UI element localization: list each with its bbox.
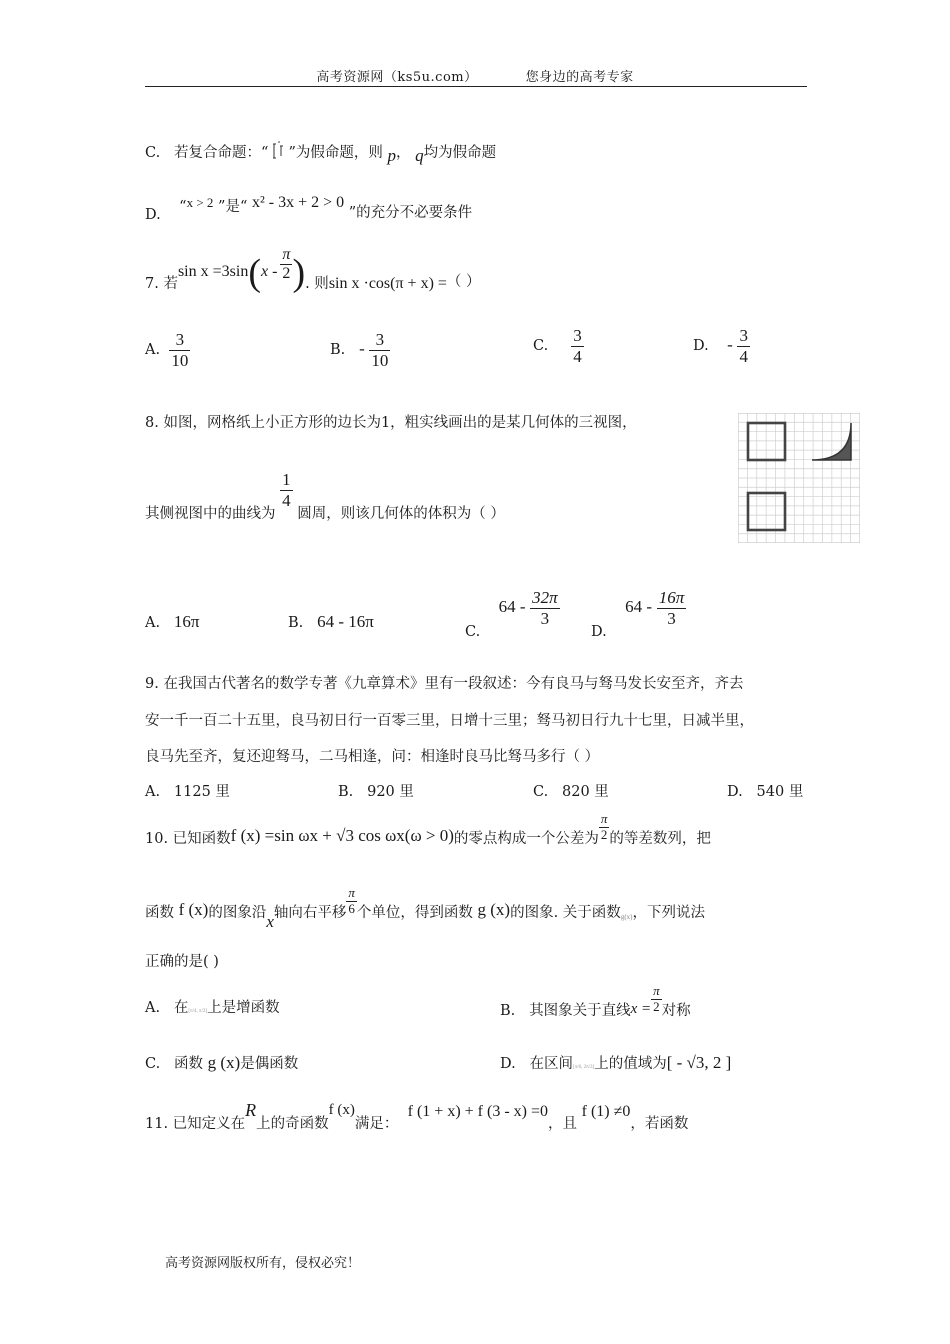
q10-text: ，下列说法 [632,905,705,922]
q10-line-1 [145,811,711,848]
g-of-x-small: g(x) [620,913,633,922]
paren-close: ) [292,252,306,295]
option-label: B. [288,615,304,631]
q9-line-1: 9. 在我国古代著名的数学专著《九章算术》里有一段叙述：今有良马与驽马发长安至齐，齐去 [145,676,744,692]
option-text: 上的值域为 [594,1056,667,1072]
frac-den: 3 [540,608,550,628]
frac-den: 10 [371,350,389,370]
q8-option-a [145,612,200,632]
q10-option-d [500,1052,731,1073]
option-text: 是偶函数 [240,1056,299,1072]
fraction [169,330,190,370]
interval-small: [π/6, 2π/3] [573,1065,595,1070]
option-value: 540 里 [756,784,804,800]
q6-option-c [145,140,497,165]
option-prefix: 64 - [498,597,526,617]
minus-sign: - [727,335,733,355]
option-label: C. [145,1056,161,1072]
q8-text-b: 圆周，则该几何体的体积为（ ） [297,506,505,523]
paren-open: ( [248,252,261,295]
q10-option-a [145,996,280,1017]
q8-text-a: 其侧视图中的曲线为 [145,506,276,523]
q6-c-text-1: 若复合命题：“ [174,145,269,161]
option-label: D. [693,338,709,355]
option-label: C. [465,624,481,641]
q6-d-is: ”是“ [218,199,248,215]
option-label: A. [145,1000,161,1016]
q9-option-d [727,780,803,801]
frac-num: π [600,811,608,826]
frac-num: 3 [369,330,390,351]
frac-num: π [348,885,355,900]
q6-c-text-2: ”为假命题，则 [288,145,383,161]
q10-line-3: 正确的是( ) [145,954,219,970]
x-equals: x = [630,1001,652,1018]
x-axis-var: x [266,912,274,932]
q7-number: 7. 若 [145,276,178,293]
q11-text: ，若函数 [630,1116,689,1132]
q10-text: 轴向右平移 [273,905,347,922]
q8-line-1: 8. 如图，网格纸上小正方形的边长为1，粗实线画出的是某几何体的三视图， [145,415,637,431]
option-value: 1125 里 [173,784,230,800]
pi-over-two [280,246,292,284]
var-R: R [245,1100,257,1120]
option-label: B. [500,1003,516,1020]
option-label: D. [727,784,743,800]
q11-text: 上的奇函数 [256,1116,329,1132]
var-p: p [387,146,396,165]
quarter-fraction [280,470,293,510]
compound-proposition-glyph [268,140,288,162]
option-label: A. [145,615,161,631]
quote-open: “ [179,199,187,215]
q7-stem [145,242,481,295]
option-text: 在区间 [529,1056,574,1072]
comma: ， [395,145,411,161]
option-label: D. [145,207,161,223]
q8-line-2 [145,470,505,523]
q7-rhs: sin x ·cos(π + x) = [328,275,447,293]
q10-text: 的图象. 关于函数 [510,905,621,922]
frac-den: 2 [600,826,608,842]
three-view-figure [738,413,860,543]
q10-option-c [145,1052,298,1073]
fraction [571,326,584,366]
minus-sign: - [359,339,365,359]
q8-option-b [288,612,374,632]
header-rule [145,86,807,87]
option-label: C. [533,784,549,800]
frac-den: 10 [171,350,189,370]
header-slogan: 您身边的高考专家 [525,70,634,85]
fraction [530,588,560,628]
fraction [737,326,750,366]
frac-den: 4 [282,490,291,510]
q9-line-3: 良马先至齐，复还迎驽马，二马相逢，问：相逢时良马比驽马多行（ ） [145,749,600,765]
q10-function-expr: f (x) =sin ωx + √3 cos ωx(ω > 0) [230,826,454,846]
q9-option-c [533,780,609,801]
option-label: B. [330,342,346,359]
q11-stem [145,1098,689,1132]
option-prefix: 64 - [625,597,653,617]
page-footer: 高考资源网版权所有，侵权必究！ [165,1256,361,1271]
q10-line-2 [145,885,705,932]
option-label: D. [500,1056,516,1072]
q7-option-d [693,326,750,366]
q7-option-b [330,330,390,370]
fraction [657,588,687,628]
q11-text: ，且 [548,1116,578,1132]
q10-text-c: 的等差数列，把 [609,831,711,848]
frac-num: π [653,983,660,998]
condition-expr: x > 2 [186,195,214,210]
q8-option-d [591,588,686,641]
option-label: B. [338,784,354,800]
option-text: 函数 [174,1056,204,1072]
q10-text-a: 10. 已知函数 [145,831,231,848]
q11-text: 满足： [354,1116,399,1132]
q7-lhs: sin x =3sin [177,263,249,281]
frac-den: 3 [667,608,676,628]
frac-num: 1 [282,470,291,489]
q7-option-c [533,326,584,366]
q6-c-text-3: 均为假命题 [423,145,497,161]
option-value: 820 里 [562,784,609,800]
f-of-x: f (x) [328,1102,355,1118]
frac-den: 4 [739,346,748,366]
frac-num: π [280,246,292,265]
option-text: 其图象关于直线 [529,1003,631,1020]
option-label: D. [591,624,607,641]
frac-num: 3 [169,330,190,351]
q11-equation: f (1 + x) + f (3 - x) =0 [407,1103,549,1120]
option-text: 上是增函数 [207,1000,280,1016]
q9-option-a [145,780,230,801]
g-of-x: g (x) [207,1053,241,1072]
pi-over-two [599,812,610,843]
frac-num: 32π [532,588,558,607]
frac-num: 16π [658,588,685,607]
f-of-x: f (x) [178,900,209,920]
inequality-expr: x² - 3x + 2 > 0 [251,194,345,211]
option-label: C. [533,338,549,355]
option-text: 在 [173,1000,189,1016]
q10-option-b [500,983,691,1020]
q10-text: 的图象沿 [208,905,267,922]
q7-then: . 则 [305,276,329,293]
var-q: q [415,146,424,165]
q9-option-b [338,780,414,801]
q9-line-2: 安一千一百二十五里，良马初日行一百零三里，日增十三里；驽马初日行九十七里，日减半里， [145,713,754,729]
option-value: 64 - 16π [317,612,374,631]
frac-num: 3 [573,326,582,345]
page-header [0,66,950,85]
interval-small: [π/4, π/2] [188,1009,208,1014]
option-text: 对称 [661,1003,691,1020]
q10-text-b: 的零点构成一个公差为 [453,831,599,848]
option-label: C. [145,145,161,161]
pi-over-six [346,886,357,917]
pi-over-two [651,984,662,1015]
header-site: 高考资源网（ks5u.com） [316,70,478,85]
option-label: A. [145,342,161,359]
g-of-x: g (x) [477,900,511,920]
range-expr: [ - √3, 2 ] [666,1053,732,1072]
frac-den: 4 [573,346,582,366]
frac-den: 2 [282,265,291,283]
answer-paren: （ ） [446,274,481,291]
q7-option-a [145,330,190,370]
option-value: 920 里 [367,784,414,800]
option-label: A. [145,784,161,800]
frac-den: 2 [653,998,660,1014]
q10-text: 函数 [145,905,174,922]
q6-d-text: ”的充分不必要条件 [348,205,473,221]
frac-num: 3 [739,326,748,345]
fraction [369,330,390,370]
frac-den: 6 [348,900,355,916]
q6-option-d [145,194,473,223]
q7-x-minus: x - [260,263,278,281]
q10-text: 个单位，得到函数 [356,905,473,922]
option-value: 16π [173,612,200,631]
q11-text: 11. 已知定义在 [145,1116,246,1132]
q11-condition: f (1) ≠0 [581,1103,631,1120]
q8-option-c [465,588,560,641]
